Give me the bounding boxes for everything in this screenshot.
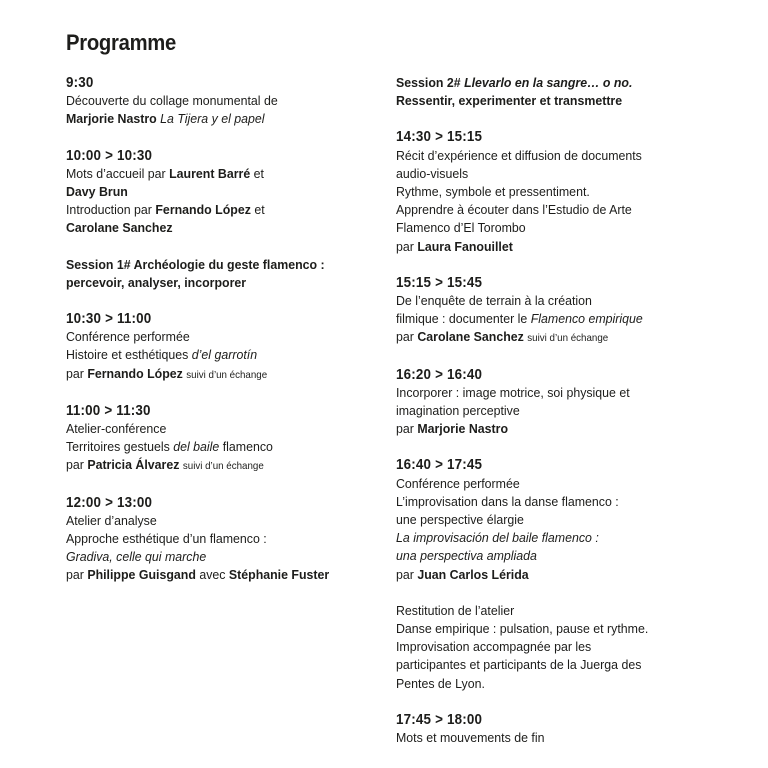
item-text: Conférence performée xyxy=(66,329,190,345)
item-text xyxy=(396,328,703,347)
item-text: Rythme, symbole et pressentiment. xyxy=(396,184,590,200)
page-title: Programme xyxy=(66,30,177,55)
session-subtitle: Ressentir, experimenter et transmettre xyxy=(396,93,623,109)
work-title: del baile xyxy=(173,439,220,455)
item-text xyxy=(66,456,364,475)
speaker-name: Fernando López xyxy=(155,202,251,218)
item-text xyxy=(396,310,703,328)
speaker-name: Juan Carlos Lérida xyxy=(417,566,529,582)
program-item-1200 xyxy=(66,494,386,585)
text-fragment: par xyxy=(396,566,414,582)
text-fragment: Mots d’accueil par xyxy=(66,165,166,181)
text-fragment: Histoire et esthétiques xyxy=(66,347,189,363)
speaker-name: Marjorie Nastro xyxy=(417,421,509,437)
time-label: 17:45 > 18:00 xyxy=(396,711,483,728)
item-text: Mots et mouvements de fin xyxy=(396,730,545,746)
work-title: Flamenco empirique xyxy=(530,311,643,327)
item-text: Pentes de Lyon. xyxy=(396,675,485,691)
time-label: 15:15 > 15:45 xyxy=(396,274,483,291)
program-item-0930 xyxy=(66,74,386,129)
program-item-1030 xyxy=(66,310,386,384)
text-fragment: avec xyxy=(199,567,226,583)
text-fragment: Territoires gestuels xyxy=(66,439,170,455)
item-text: Découverte du collage monumental de xyxy=(66,93,278,109)
speaker-name: Laura Fanouillet xyxy=(417,238,513,254)
item-text: une perspective élargie xyxy=(396,512,524,528)
text-fragment: par xyxy=(66,457,84,473)
text-fragment: par xyxy=(396,421,414,437)
speaker-name: Stéphanie Fuster xyxy=(228,567,330,583)
item-text xyxy=(66,365,364,384)
discussion-note: suivi d’un échange xyxy=(182,460,264,473)
item-text: Conférence performée xyxy=(396,475,520,491)
session-quote: Llevarlo en la sangre… o no. xyxy=(464,75,633,90)
text-fragment: et xyxy=(254,202,265,218)
time-label: 16:20 > 16:40 xyxy=(396,366,483,383)
item-text: Apprendre à écouter dans l’Estudio de Arte xyxy=(396,202,632,218)
item-text: participantes et participants de la Juerga des xyxy=(396,657,642,673)
time-label: 10:00 > 10:30 xyxy=(66,147,153,164)
item-text: Danse empirique : pulsation, pause et rythme. xyxy=(396,621,649,637)
session-title xyxy=(396,74,703,92)
time-label: 10:30 > 11:00 xyxy=(66,311,152,328)
right-column xyxy=(396,74,726,747)
text-fragment: par xyxy=(396,238,414,254)
item-text xyxy=(396,238,703,256)
text-fragment: par xyxy=(396,329,414,345)
item-text: Approche esthétique d’un flamenco : xyxy=(66,531,267,547)
item-text: Atelier d’analyse xyxy=(66,512,157,528)
item-text: Improvisation accompagnée par les xyxy=(396,639,592,655)
program-item-1430 xyxy=(396,128,726,255)
item-text xyxy=(66,438,364,456)
text-fragment: par xyxy=(66,365,84,381)
item-text: Atelier-conférence xyxy=(66,421,167,437)
session-title: Session 1# Archéologie du geste flamenco : xyxy=(66,256,325,272)
work-title: Gradiva, celle qui marche xyxy=(66,549,207,565)
item-text xyxy=(66,110,364,128)
item-text xyxy=(66,201,364,219)
discussion-note: suivi d’un échange xyxy=(527,332,609,345)
text-fragment: et xyxy=(253,165,264,181)
item-text xyxy=(396,420,703,438)
speaker-name: Laurent Barré xyxy=(169,165,251,181)
text-fragment: filmique : documenter le xyxy=(396,311,528,327)
item-text xyxy=(66,165,364,183)
speaker-name: Carolane Sanchez xyxy=(417,329,524,345)
speaker-name: Philippe Guisgand xyxy=(87,567,196,583)
text-fragment: flamenco xyxy=(222,439,273,455)
program-item-restitution xyxy=(396,602,726,693)
text-fragment: par xyxy=(66,567,84,583)
text-fragment: Introduction par xyxy=(66,202,152,218)
text-fragment: Session 2# xyxy=(396,75,461,90)
program-item-1515 xyxy=(396,274,726,348)
program-item-1745 xyxy=(396,711,726,747)
time-label: 11:00 > 11:30 xyxy=(66,402,151,419)
time-label: 9:30 xyxy=(66,75,94,91)
item-text xyxy=(66,566,364,584)
work-title: d’el garrotín xyxy=(191,347,258,363)
item-text xyxy=(66,346,364,364)
item-text: Restitution de l’atelier xyxy=(396,602,515,618)
item-text: Flamenco d’El Torombo xyxy=(396,220,526,236)
speaker-name: Davy Brun xyxy=(66,184,128,200)
item-text: De l’enquête de terrain à la création xyxy=(396,293,592,309)
speaker-name: Patricia Álvarez xyxy=(87,457,180,473)
speaker-name: Marjorie Nastro xyxy=(66,111,157,127)
time-label: 12:00 > 13:00 xyxy=(66,494,153,511)
item-text: imagination perceptive xyxy=(396,403,520,419)
program-item-1640 xyxy=(396,456,726,583)
work-title: La Tijera y el papel xyxy=(160,111,265,127)
session-subtitle: percevoir, analyser, incorporer xyxy=(66,274,247,290)
time-label: 14:30 > 15:15 xyxy=(396,129,483,146)
translated-title: La improvisación del baile flamenco : xyxy=(396,530,599,546)
item-text xyxy=(396,566,703,584)
item-text: Récit d’expérience et diffusion de documents xyxy=(396,147,642,163)
program-item-1100 xyxy=(66,402,386,476)
discussion-note: suivi d’un échange xyxy=(186,368,268,381)
speaker-name: Fernando López xyxy=(87,365,183,381)
program-item-1000 xyxy=(66,147,386,238)
item-text: Incorporer : image motrice, soi physique et xyxy=(396,384,630,400)
speaker-name: Carolane Sanchez xyxy=(66,220,173,236)
translated-title: una perspectiva ampliada xyxy=(396,548,537,564)
item-text: L’improvisation dans la danse flamenco : xyxy=(396,493,619,509)
session-2-heading xyxy=(396,74,726,110)
item-text: audio-visuels xyxy=(396,165,469,181)
left-column xyxy=(66,74,386,585)
program-item-1620 xyxy=(396,366,726,439)
session-1-heading xyxy=(66,256,386,292)
time-label: 16:40 > 17:45 xyxy=(396,457,483,474)
